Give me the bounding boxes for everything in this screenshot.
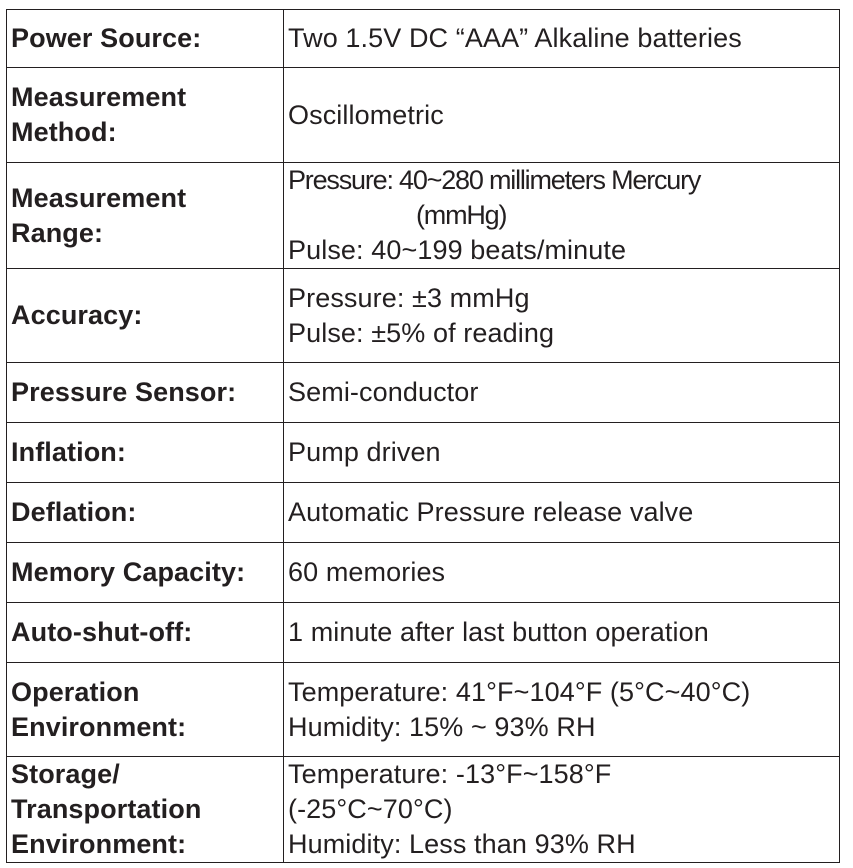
spec-label: Method: <box>11 117 117 147</box>
spec-value: Oscillometric <box>288 99 444 130</box>
spec-label: Deflation: <box>11 497 137 527</box>
spec-value: Pulse: ±5% of reading <box>288 317 555 348</box>
spec-row-deflation <box>7 483 840 543</box>
spec-label-cell <box>7 663 284 757</box>
spec-row-measurement-range <box>7 163 840 269</box>
spec-row-memory-capacity <box>7 543 840 603</box>
spec-value-cell <box>284 543 840 603</box>
spec-label: Inflation: <box>11 437 126 467</box>
spec-value: Two 1.5V DC “AAA” Alkaline batteries <box>288 23 742 53</box>
spec-value-cell <box>284 663 840 757</box>
spec-label: Environment: <box>11 711 187 742</box>
spec-label-cell <box>7 423 284 483</box>
spec-value-cell <box>284 363 840 423</box>
spec-label: Measurement <box>11 182 187 213</box>
spec-label: Range: <box>11 217 104 248</box>
spec-value: (mmHg) <box>416 200 507 230</box>
spec-label-cell <box>7 269 284 363</box>
spec-label: Accuracy: <box>11 300 143 330</box>
spec-value: Temperature: 41°F~104°F (5°C~40°C) <box>288 676 751 707</box>
spec-label-cell <box>7 68 284 163</box>
spec-row-accuracy <box>7 269 840 363</box>
spec-value: 60 memories <box>288 557 446 587</box>
spec-value-cell <box>284 269 840 363</box>
spec-value-cell <box>284 757 840 863</box>
spec-row-operation-environment <box>7 663 840 757</box>
spec-value: 1 minute after last button operation <box>288 617 709 647</box>
spec-value-cell <box>284 423 840 483</box>
spec-value: Temperature: -13°F~158°F <box>288 759 612 789</box>
spec-value: Pressure: 40~280 millimeters Mercury <box>288 165 701 195</box>
spec-value: Pulse: 40~199 beats/minute <box>288 235 627 265</box>
spec-label: Operation <box>11 676 140 707</box>
spec-row-auto-shut-off <box>7 603 840 663</box>
spec-label: Pressure Sensor: <box>11 377 237 407</box>
spec-value-cell <box>284 68 840 163</box>
spec-label-cell <box>7 10 284 68</box>
spec-label: Auto-shut-off: <box>11 617 193 647</box>
spec-label-cell <box>7 757 284 863</box>
spec-label: Transportation <box>11 794 202 824</box>
spec-value-cell <box>284 163 840 269</box>
spec-value: Semi-conductor <box>288 377 479 407</box>
spec-label: Memory Capacity: <box>11 557 246 587</box>
spec-label-cell <box>7 163 284 269</box>
spec-label: Measurement <box>11 82 187 112</box>
spec-value: Pressure: ±3 mmHg <box>288 282 530 313</box>
spec-value: Pump driven <box>288 437 441 467</box>
spec-value: Humidity: Less than 93% RH <box>288 829 636 859</box>
spec-row-storage-environment <box>7 757 840 863</box>
spec-value: (-25°C~70°C) <box>288 794 453 824</box>
spec-row-power-source <box>7 10 840 68</box>
spec-label: Storage/ <box>11 759 120 789</box>
spec-value-cell <box>284 603 840 663</box>
specifications-table <box>6 9 840 863</box>
spec-row-pressure-sensor <box>7 363 840 423</box>
spec-value-cell <box>284 483 840 543</box>
spec-value: Automatic Pressure release valve <box>288 497 694 527</box>
spec-label: Power Source: <box>11 23 202 53</box>
spec-label-cell <box>7 363 284 423</box>
spec-row-inflation <box>7 423 840 483</box>
spec-label-cell <box>7 603 284 663</box>
spec-row-measurement-method <box>7 68 840 163</box>
spec-label-cell <box>7 483 284 543</box>
spec-label-cell <box>7 543 284 603</box>
spec-value-cell <box>284 10 840 68</box>
spec-value: Humidity: 15% ~ 93% RH <box>288 711 596 742</box>
spec-label: Environment: <box>11 829 187 859</box>
